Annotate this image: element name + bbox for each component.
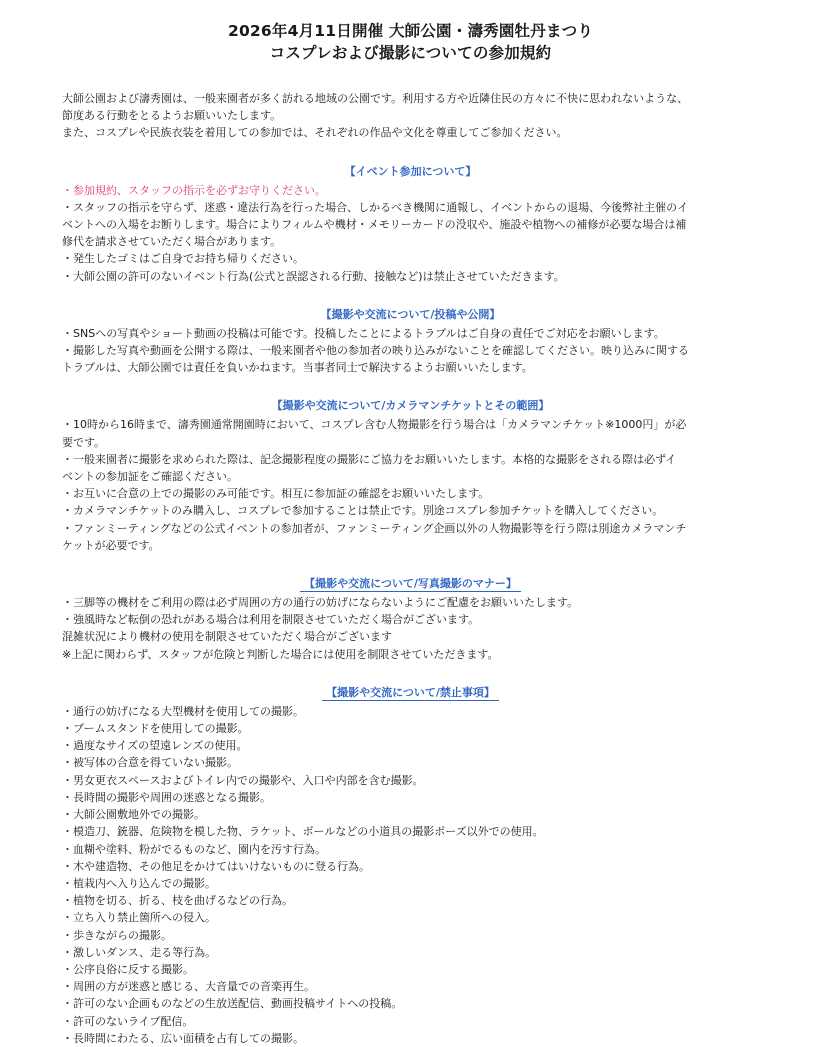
list-item: ・過度なサイズの望遠レンズの使用。	[62, 739, 248, 753]
list-item: ・長時間の撮影や周囲の迷惑となる撮影。	[62, 790, 271, 804]
rule-line: ・ファンミーティングなどの公式イベントの参加者が、ファンミーティング企画以外の人物撮影等を行う際は別途カメラマンチ	[62, 521, 687, 535]
rule-line: ・大師公園の許可のないイベント行為(公式と誤認される行動、接触など)は禁止させていただきます。	[62, 269, 565, 283]
list-item: ・激しいダンス、走る等行為。	[62, 945, 217, 959]
rule-line: トラブルは、大師公園では責任を負いかねます。当事者同士で解決するようお願いいたします。	[62, 361, 533, 375]
rule-line: ・カメラマンチケットのみ購入し、コスプレで参加することは禁止です。別途コスプレ参加チケットを購入してください。	[62, 504, 664, 518]
section-body	[62, 594, 759, 663]
rule-line: ・発生したゴミはご自身でお持ち帰りください。	[62, 252, 304, 266]
page-title-line-2: コスプレおよび撮影についての参加規約	[269, 44, 552, 62]
rule-line: ・三脚等の機材をご利用の際は必ず周囲の方の通行の妨げにならないようにご配慮をお願いいたします。	[62, 596, 579, 610]
rule-line: 要です。	[62, 435, 106, 449]
rule-line: ・撮影した写真や動画を公開する際は、一般来園者や他の参加者の映り込みがないことを確認してください。映り込みに関する	[62, 344, 689, 358]
rule-line: 修代を請求させていただく場合があります。	[62, 235, 282, 249]
list-item: ・周囲の方が迷惑と感じる、大音量での音楽再生。	[62, 980, 315, 994]
section-body	[62, 325, 759, 377]
list-item: ・植栽内へ入り込んでの撮影。	[62, 876, 216, 890]
list-item: ・長時間にわたる、広い面積を占有しての撮影。	[62, 1031, 304, 1045]
list-item: ・模造刀、銃器、危険物を模した物、ラケット、ボールなどの小道具の撮影ポーズ以外での使用。	[62, 825, 544, 839]
list-item: ・男女更衣スペースおよびトイレ内での撮影や、入口や内部を含む撮影。	[62, 773, 424, 787]
rule-line: ベントへの入場をお断りします。場合によりフィルムや機材・メモリーカードの没収や、施設や植物への補修が必要な場合は補	[62, 218, 687, 232]
section-posting-publishing	[62, 303, 759, 377]
page-title-line-1: 2026年4月11日開催 大師公園・濤秀園牡丹まつり	[227, 22, 594, 40]
section-photo-manners	[62, 572, 759, 663]
list-item: ・許可のない企画ものなどの生放送配信、動画投稿サイトへの投稿。	[62, 997, 403, 1011]
list-item: ・大師公園敷地外での撮影。	[62, 808, 205, 822]
rule-line: ・10時から16時まで、濤秀園通常開園時において、コスプレ含む人物撮影を行う場合は「カメラマンチケット※1000円」が必	[62, 418, 687, 432]
list-item: ・公序良俗に反する撮影。	[62, 962, 194, 976]
section-heading: 【撮影や交流について/カメラマンチケットとその範囲】	[271, 399, 550, 413]
section-body	[62, 182, 759, 285]
section-prohibited-items	[62, 681, 759, 1047]
rule-line: ・強風時など転倒の恐れがある場合は利用を制限させていただく場合がございます。	[62, 613, 480, 627]
rule-line: ケットが必要です。	[62, 538, 160, 552]
rule-line: ・一般来園者に撮影を求められた際は、記念撮影程度の撮影にご協力をお願いいたします。本格的な撮影をされる際は必ずイ	[62, 452, 677, 466]
section-heading: 【イベント参加について】	[344, 164, 477, 178]
section-heading: 【撮影や交流について/投稿や公開】	[320, 307, 501, 321]
list-item: ・植物を切る、折る、枝を曲げるなどの行為。	[62, 894, 293, 908]
list-item: ・立ち入り禁止箇所への侵入。	[62, 911, 216, 925]
rule-line: ・スタッフの指示を守らず、迷惑・違法行為を行った場合、しかるべき機関に通報し、イベントからの退場、今後弊社主催のイ	[62, 200, 689, 214]
section-body	[62, 416, 759, 554]
section-event-participation	[62, 160, 759, 285]
list-item: ・通行の妨げになる大型機材を使用しての撮影。	[62, 704, 304, 718]
list-item: ・歩きながらの撮影。	[62, 928, 172, 942]
rule-line: ・お互いに合意の上での撮影のみ可能です。相互に参加証の確認をお願いいたします。	[62, 487, 490, 501]
intro-line: 節度ある行動をとるようお願いいたします。	[62, 109, 282, 123]
list-item: ・血糊や塗料、粉がでるものなど、園内を汚す行為。	[62, 842, 326, 856]
section-heading: 【撮影や交流について/禁止事項】	[322, 685, 499, 701]
intro-paragraph	[62, 90, 759, 142]
section-cameraman-ticket	[62, 394, 759, 554]
rule-line: ・SNSへの写真やショート動画の投稿は可能です。投稿したことによるトラブルはご自身の責任でご対応をお願いします。	[62, 326, 665, 340]
section-body	[62, 703, 759, 1047]
rule-line: 混雑状況により機材の使用を制限させていただく場合がございます	[62, 630, 392, 644]
section-heading: 【撮影や交流について/写真撮影のマナー】	[300, 576, 521, 592]
list-item: ・被写体の合意を得ていない撮影。	[62, 756, 238, 770]
title-block	[62, 20, 759, 64]
intro-line: また、コスプレや民族衣装を着用しての参加では、それぞれの作品や文化を尊重してご参加ください。	[62, 126, 568, 140]
rule-line: ベントの参加証をご確認ください。	[62, 470, 238, 484]
rule-line-highlight: ・参加規約、スタッフの指示を必ずお守りください。	[62, 183, 326, 197]
intro-line: 大師公園および濤秀園は、一般来園者が多く訪れる地域の公園です。利用する方や近隣住民の方々に不快に思われないような、	[62, 92, 689, 105]
list-item: ・許可のないライブ配信。	[62, 1014, 194, 1028]
rule-line: ※上記に関わらず、スタッフが危険と判断した場合には使用を制限させていただきます。	[62, 647, 499, 661]
list-item: ・ブームスタンドを使用しての撮影。	[62, 722, 249, 736]
list-item: ・木や建造物、その他足をかけてはいけないものに登る行為。	[62, 859, 370, 873]
